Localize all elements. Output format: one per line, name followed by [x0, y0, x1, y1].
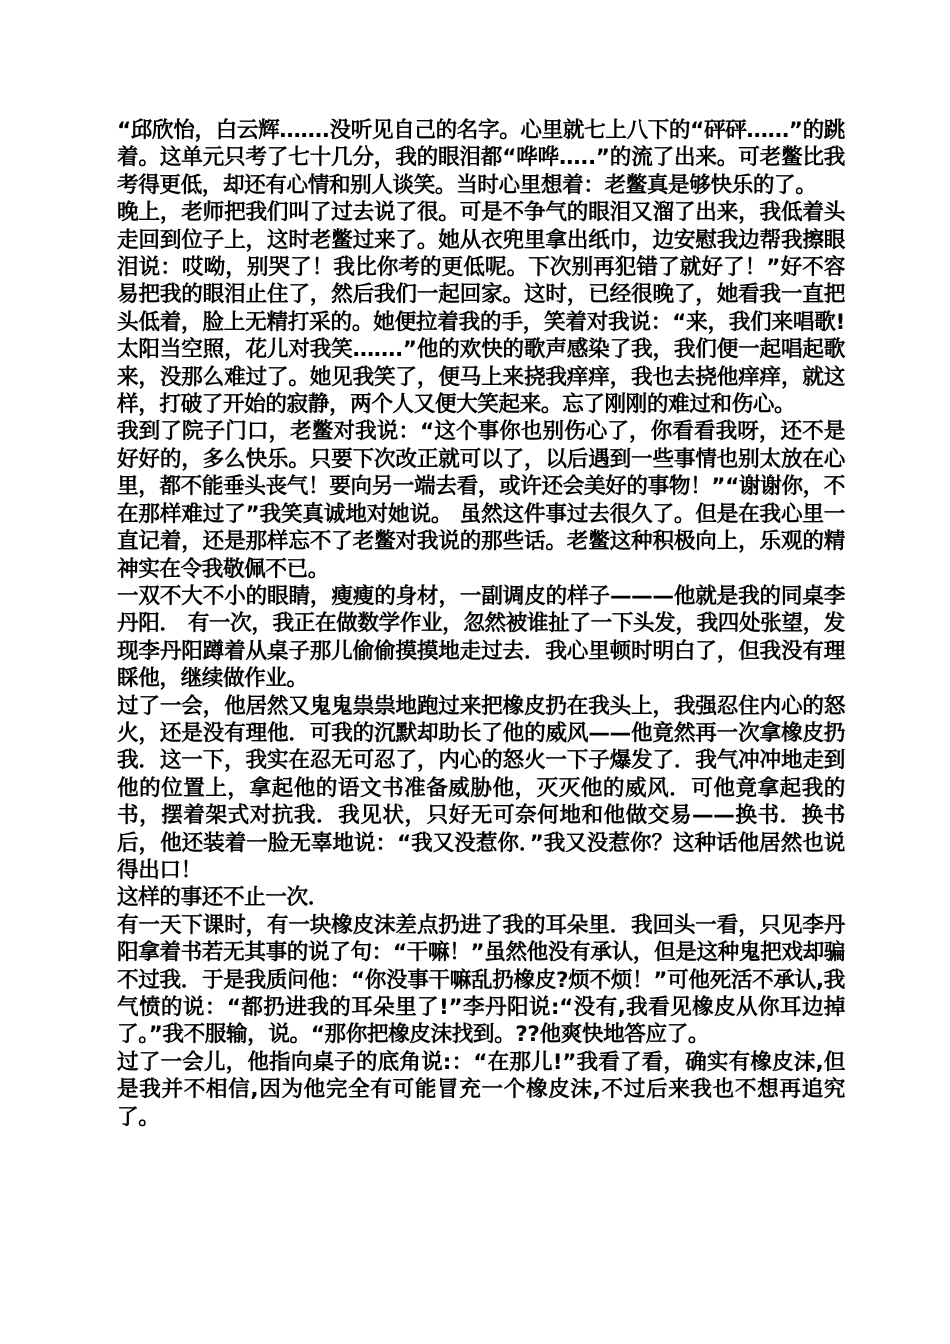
- paragraph-evening-comfort: 晚上，老师把我们叫了过去说了很。可是不争气的眼泪又溜了出来，我低着头走回到位子上，这时老鳖过来了。她从衣兜里拿出纸巾，边安慰我边帮我擦眼泪说：哎呦，别哭了！我比你考的更低呢。下次别再犯错了就好了！”好不容易把我的眼泪止住了，然后我们一起回家。这时，已经很晚了，她看我一直把头低着，脸上无精打采的。她便拉着我的手，笑着对我说：“来，我们来唱歌!太阳当空照，花儿对我笑…….”他的欢快的歌声感染了我，我们便一起唱起歌来，没那么难过了。她见我笑了，便马上来挠我痒痒，我也去挠他痒痒，就这样，打破了开始的寂静，两个人又便大笑起来。忘了刚刚的难过和伤心。: [117, 200, 845, 418]
- paragraph-ending: 过了一会儿，他指向桌子的底角说:：“在那儿!”我看了看，确实有橡皮沫,但是我并不相信,因为他完全有可能冒充一个橡皮沫,不过后来我也不想再追究了。: [117, 1049, 845, 1130]
- paragraph-after-class: 有一天下课时，有一块橡皮沫差点扔进了我的耳朵里．我回头一看，只见李丹阳拿着书若无其事的说了句：“干嘛！”虽然他没有承认，但是这种鬼把戏却骗不过我．于是我质问他：“你没事干嘛乱扔橡皮?烦不烦！”可他死活不承认,我气愤的说：“都扔进我的耳朵里了!”李丹阳说:“没有,我看见橡皮从你耳边掉了。”我不服输，说。“那你把橡皮沫找到。??他爽快地答应了。: [117, 912, 845, 1048]
- paragraph-exam-results: “邱欣怡，白云辉…….没听见自己的名字。心里就七上八下的“砰砰……”的跳着。这单元只考了七十几分，我的眼泪都“哗哗…..”的流了出来。可老鳖比我考得更低，却还有心情和别人谈笑。当时心里想着：老鳖真是够快乐的了。: [117, 118, 845, 198]
- paragraph-not-once: 这样的事还不止一次．: [117, 885, 329, 911]
- document-body: [117, 117, 845, 1131]
- paragraph-deskmate-intro: 一双不大不小的眼睛，瘦瘦的身材，一副调皮的样子———他就是我的同桌李丹阳． 有一次，我正在做数学作业，忽然被谁扯了一下头发，我四处张望，发现李丹阳蹲着从桌子那儿偷偷摸摸地走过去．我心里顿时明白了，但我没有理睬他，继续做作业。: [117, 583, 845, 692]
- paragraph-eraser-throw: 过了一会，他居然又鬼鬼祟祟地跑过来把橡皮扔在我头上，我强忍住内心的怒火，还是没有理他．可我的沉默却助长了他的威风——他竟然再一次拿橡皮扔我．这一下，我实在忍无可忍了，内心的怒火一下子爆发了．我气冲冲地走到他的位置上，拿起他的语文书准备威胁他，灭灭他的威风．可他竟拿起我的书，摆着架式对抗我．我见状，只好无可奈何地和他做交易——换书．换书后，他还装着一脸无辜地说：“我又没惹你．”我又没惹你？这种话他居然也说得出口！: [117, 693, 845, 883]
- paragraph-courtyard-talk: 我到了院子门口，老鳖对我说：“这个事你也别伤心了，你看看我呀，还不是好好的，多么快乐。只要下次改正就可以了，以后遇到一些事情也别太放在心里，都不能垂头丧气！要向另一端去看，或许还会美好的事物！”“谢谢你，不在那样难过了”我笑真诚地对她说。 虽然这件事过去很久了。但是在我心里一直记着，还是那样忘不了老鳖对我说的那些话。老鳖这种积极向上，乐观的精神实在令我敬佩不已。: [117, 419, 845, 582]
